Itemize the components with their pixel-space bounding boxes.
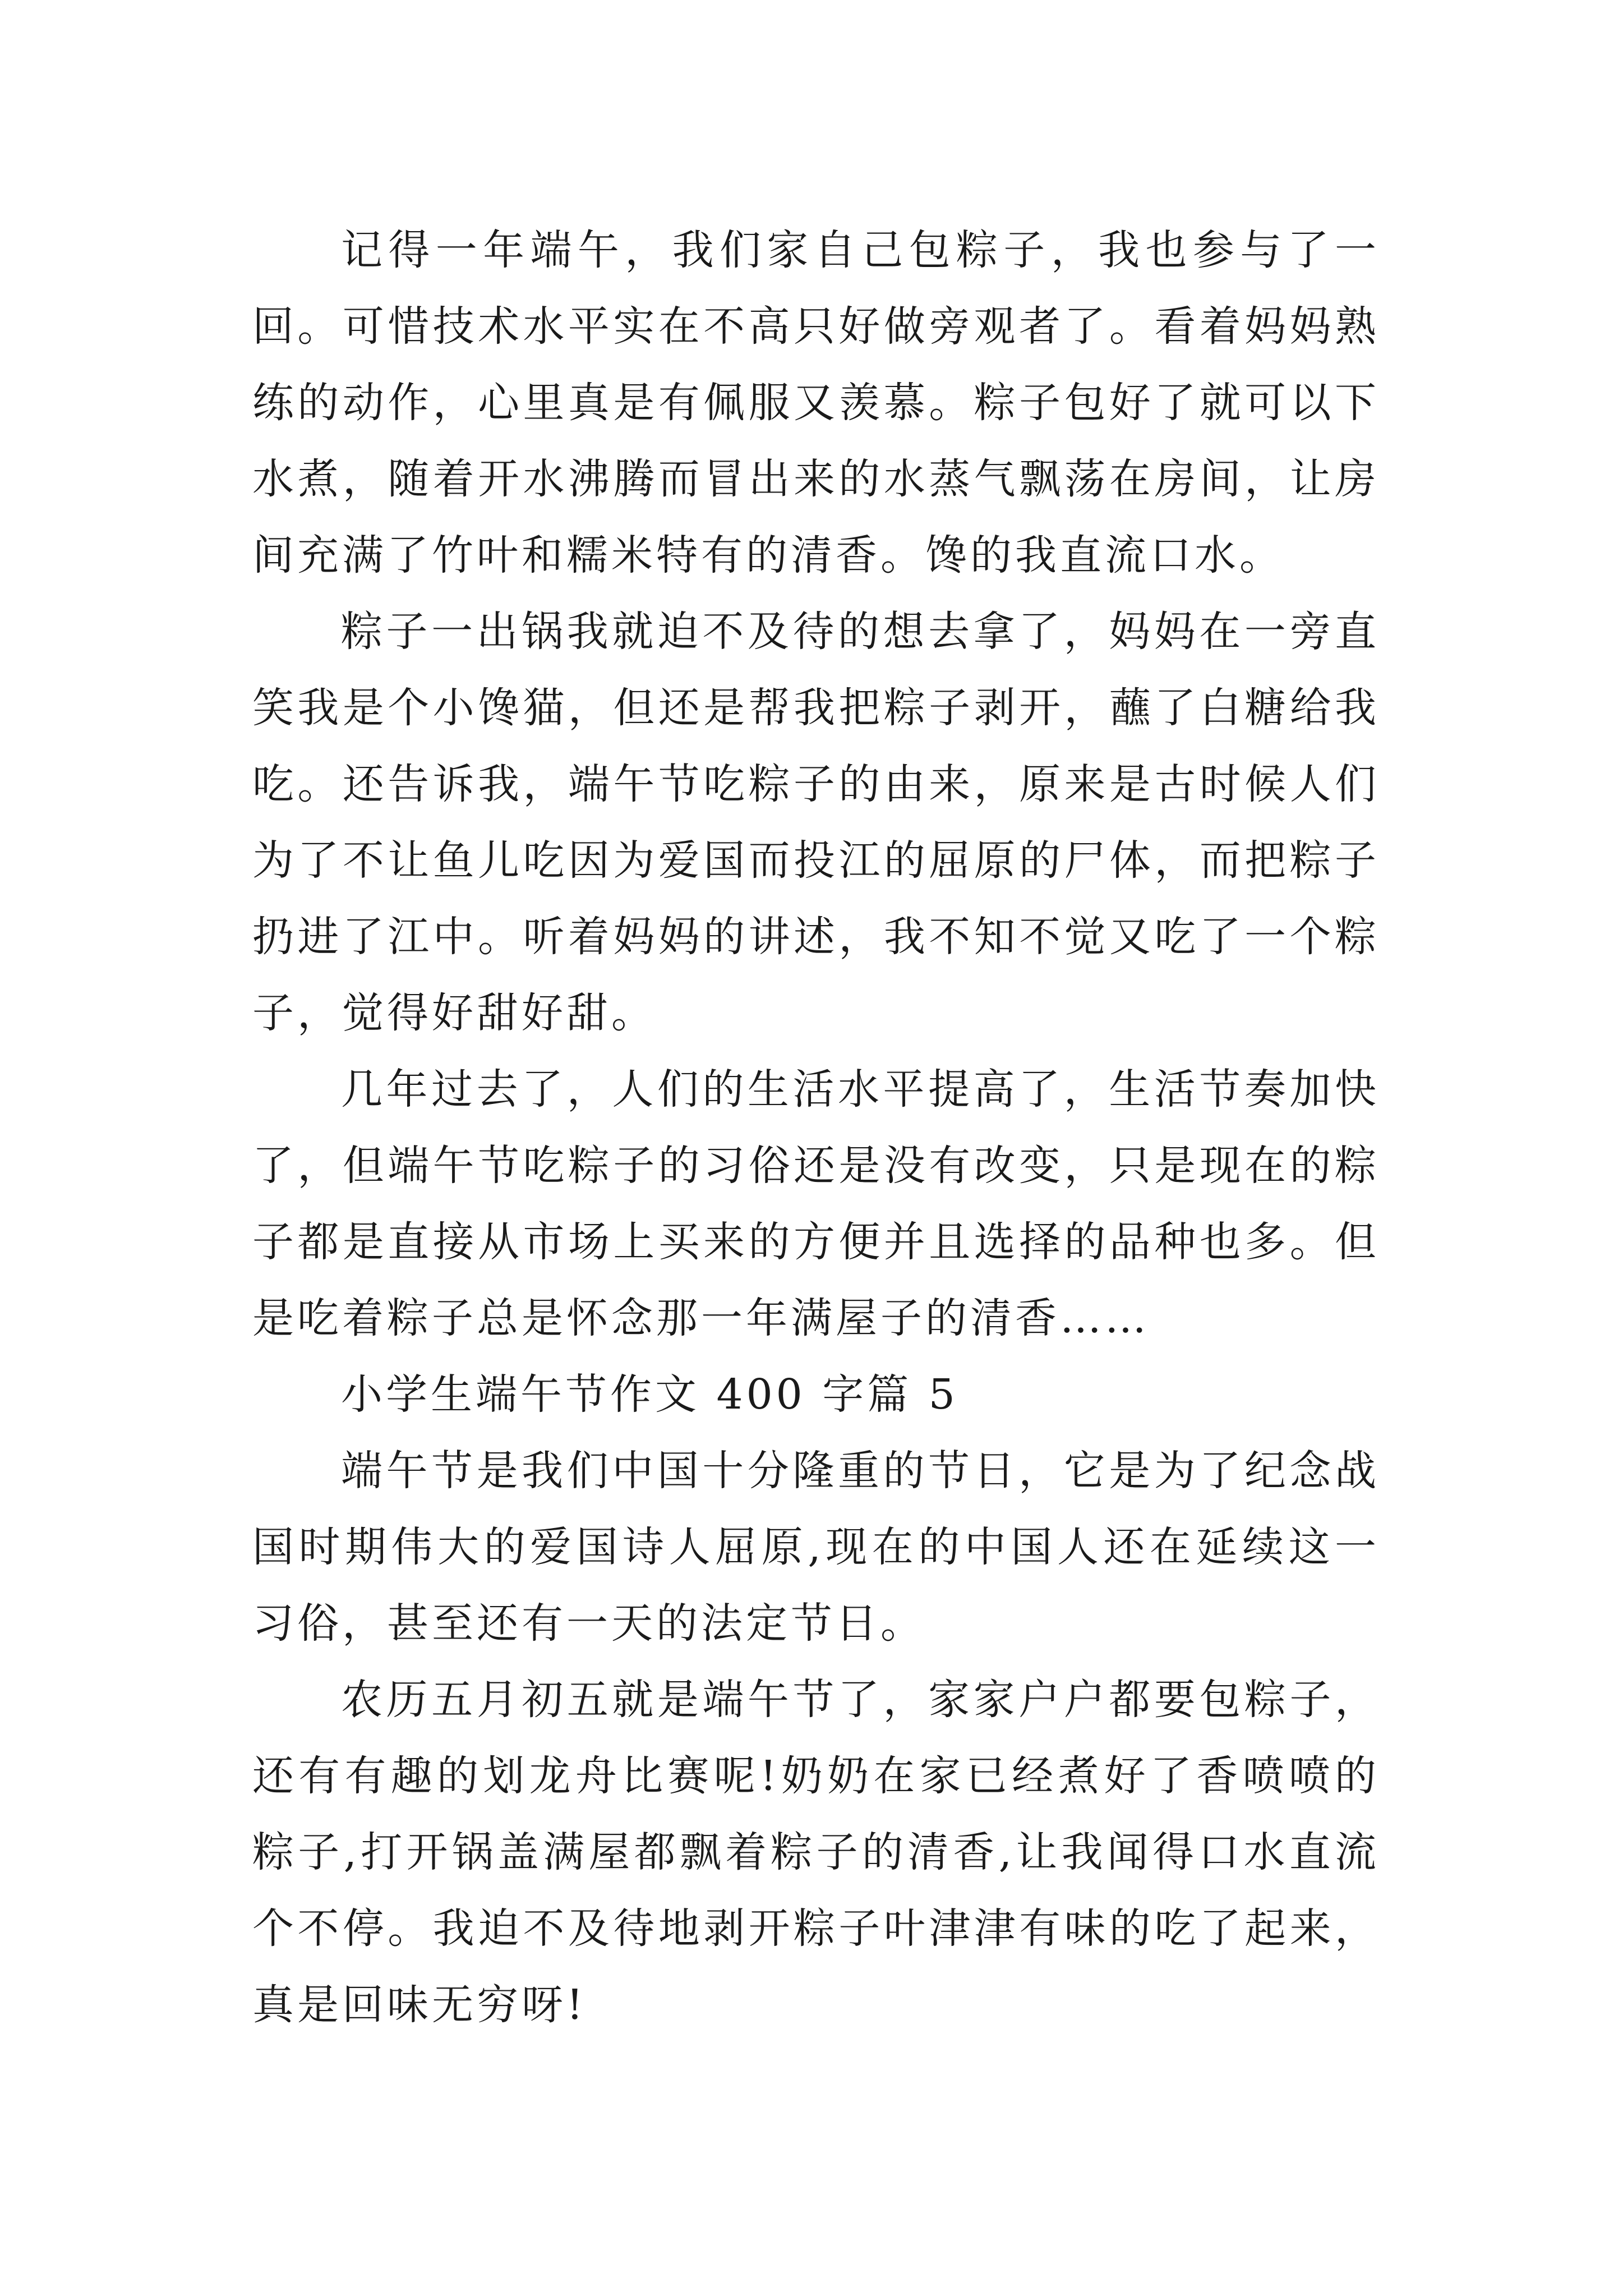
paragraph-5: 农历五月初五就是端午节了，家家户户都要包粽子，还有有趣的划龙舟比赛呢!奶奶在家已经煮好了香喷喷的粽子,打开锅盖满屋都飘着粽子的清香,让我闻得口水直流个不停。我迫不及待地剥开粽子叶津津有味的吃了起来，真是回味无穷呀! — [252, 1676, 1380, 2029]
section-heading: 小学生端午节作文 400 字篇 5 — [341, 1370, 958, 1419]
paragraph-4: 端午节是我们中国十分隆重的节日，它是为了纪念战国时期伟大的爱国诗人屈原,现在的中国人还在延续这一习俗，甚至还有一天的法定节日。 — [252, 1447, 1380, 1648]
paragraph-2: 粽子一出锅我就迫不及待的想去拿了，妈妈在一旁直笑我是个小馋猫，但还是帮我把粽子剥开，蘸了白糖给我吃。还告诉我，端午节吃粽子的由来，原来是古时候人们为了不让鱼儿吃因为爱国而投江的屈原的尸体，而把粽子扔进了江中。听着妈妈的讲述，我不知不觉又吃了一个粽子，觉得好甜好甜。 — [252, 608, 1380, 1037]
paragraph-1: 记得一年端午，我们家自己包粽子，我也参与了一回。可惜技术水平实在不高只好做旁观者了。看着妈妈熟练的动作，心里真是有佩服又羡慕。粽子包好了就可以下水煮，随着开水沸腾而冒出来的水蒸气飘荡在房间，让房间充满了竹叶和糯米特有的清香。馋的我直流口水。 — [252, 226, 1380, 579]
paragraph-3: 几年过去了，人们的生活水平提高了，生活节奏加快了，但端午节吃粽子的习俗还是没有改变，只是现在的粽子都是直接从市场上买来的方便并且选择的品种也多。但是吃着粽子总是怀念那一年满屋子的清香…… — [252, 1065, 1380, 1342]
document-page — [252, 212, 1380, 2043]
